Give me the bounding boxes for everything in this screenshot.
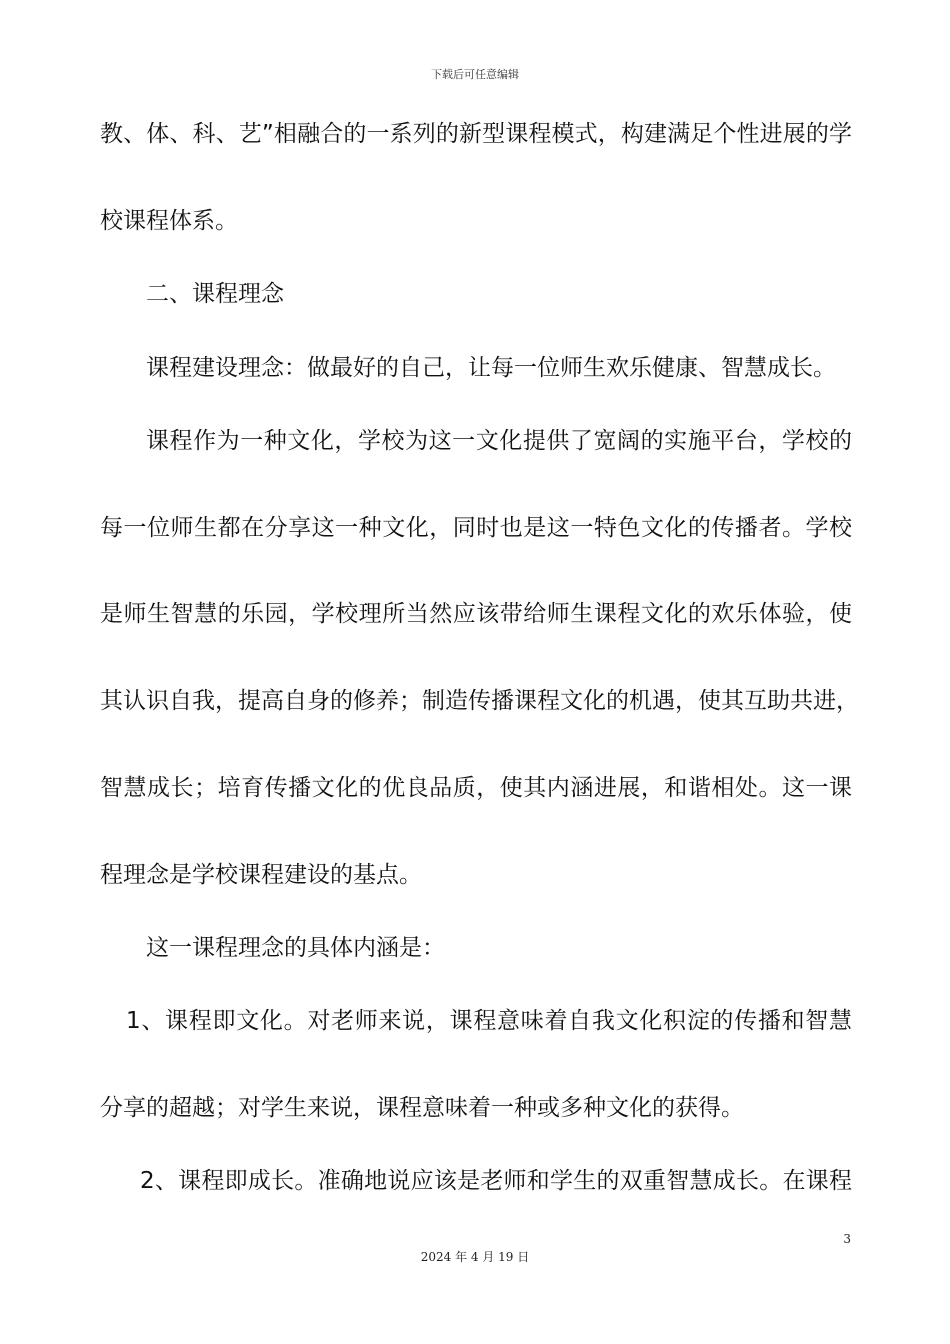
- body-line: 是师生智慧的乐园，学校理所当然应该带给师生课程文化的欢乐体验，使: [100, 601, 852, 627]
- body-line: 程理念是学校课程建设的基点。: [100, 862, 422, 888]
- list-item: 1、课程即文化。对老师来说，课程意味着自我文化积淀的传播和智慧: [126, 1008, 852, 1034]
- body-line: 分享的超越；对学生来说，课程意味着一种或多种文化的获得。: [100, 1095, 744, 1121]
- footer-date: 2024 年 4 月 19 日: [420, 1250, 530, 1264]
- page-header: 下载后可任意编辑: [431, 68, 519, 81]
- body-line: 这一课程理念的具体内涵是：: [146, 935, 445, 961]
- body-line: 课程建设理念：做最好的自己，让每一位师生欢乐健康、智慧成长。: [146, 355, 836, 381]
- list-item: 2、课程即成长。准确地说应该是老师和学生的双重智慧成长。在课程: [140, 1168, 852, 1194]
- body-line: 课程作为一种文化，学校为这一文化提供了宽阔的实施平台，学校的: [146, 428, 852, 454]
- body-line: 其认识自我，提高自身的修养；制造传播课程文化的机遇，使其互助共进，: [100, 688, 859, 714]
- body-line: 智慧成长；培育传播文化的优良品质，使其内涵进展，和谐相处。这一课: [100, 775, 852, 801]
- body-line: 每一位师生都在分享这一种文化，同时也是这一特色文化的传播者。学校: [100, 515, 852, 541]
- page-number: 3: [843, 1232, 851, 1246]
- body-line: 教、体、科、艺”相融合的一系列的新型课程模式，构建满足个性进展的学: [100, 121, 852, 147]
- section-heading: 二、课程理念: [146, 281, 284, 307]
- body-line: 校课程体系。: [100, 208, 238, 234]
